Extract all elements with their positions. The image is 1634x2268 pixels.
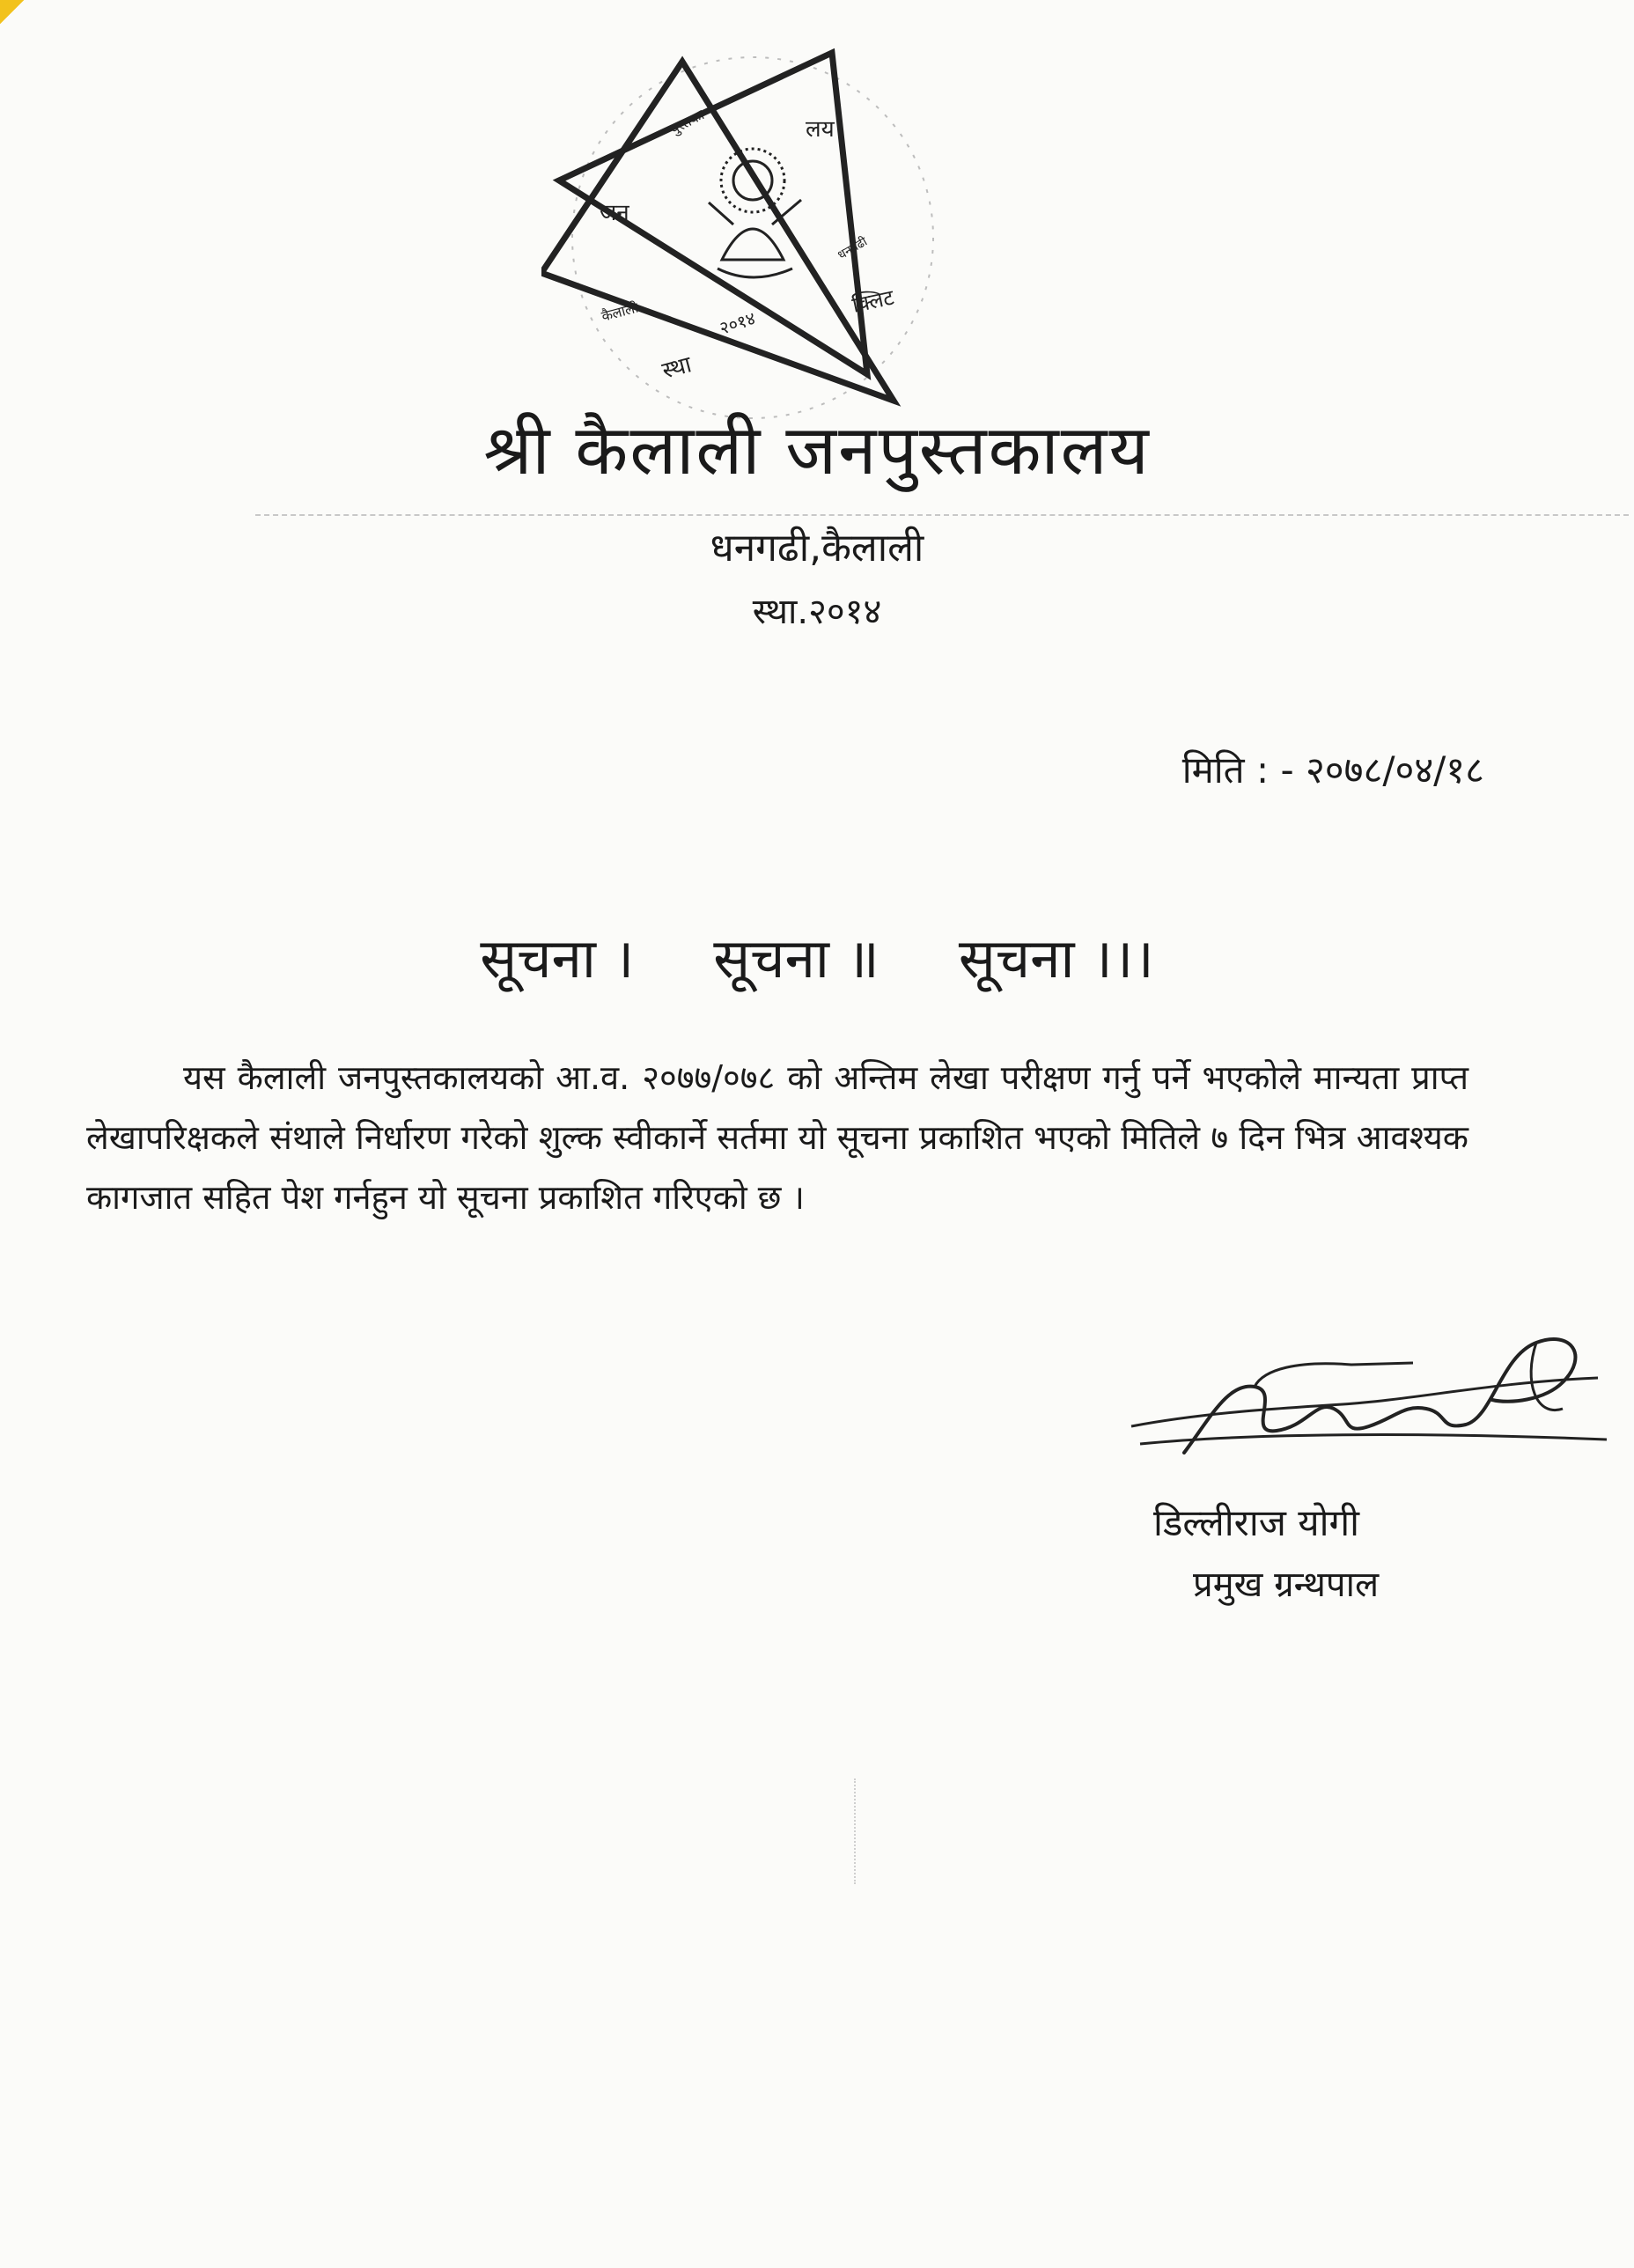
signatory-name: डिल्लीराज योगी [1153,1501,1359,1544]
yellow-corner-mark [0,0,26,26]
seal-text-pustaka: पुस्तका [666,106,707,138]
notice-date: मिति : - २०७८/०४/१८ [1181,748,1484,792]
signatory-title: प्रमुख ग्रन्थपाल [1193,1565,1380,1605]
organization-address: धनगढी,कैलाली [710,526,924,571]
seal-text-kailali: कैलाली [600,298,640,325]
seal-text-trailing: क्लिट [850,284,896,318]
seal-text-jana: जन [600,200,629,226]
header-divider [255,514,1629,516]
notice-heading-first: सूचना । [480,926,635,990]
paper-fold-mark [854,1778,856,1884]
notice-heading [0,920,1634,994]
notice-body-paragraph: यस कैलाली जनपुस्तकालयको आ.व. २०७७/०७८ को अन्तिम लेखा परीक्षण गर्नु पर्ने भएकोले मान्यता प्राप्त लेखापरिक्षकले संथाले निर्धारण गरेको शुल्क स्वीकार्ने सर्तमा यो सूचना प्रकाशित भएको मितिले ७ दिन भित्र आवश्यक कागजात सहित पेश गर्नहुन यो सूचना प्रकाशित गरिएको छ । [86,1058,1468,1217]
seal-text-dhangadhi: धनगढी [835,234,870,263]
library-seal-stamp [541,48,964,427]
seal-star-graphic [541,48,964,427]
seal-text-stha: स्था [659,351,695,385]
handwritten-signature [1122,1321,1616,1497]
seal-deity-figure [709,149,801,277]
organization-established: स्था.२०१४ [752,592,882,632]
seal-text-laya: लय [806,116,835,143]
signature-scribble [1122,1321,1616,1497]
organization-name: श्री कैलाली जनपुस्तकालय [483,411,1151,490]
notice-heading-second: सूचना ॥ [713,926,880,990]
seal-text-year: २०१४ [717,307,759,339]
notice-heading-third: सूचना ।।। [958,926,1154,990]
